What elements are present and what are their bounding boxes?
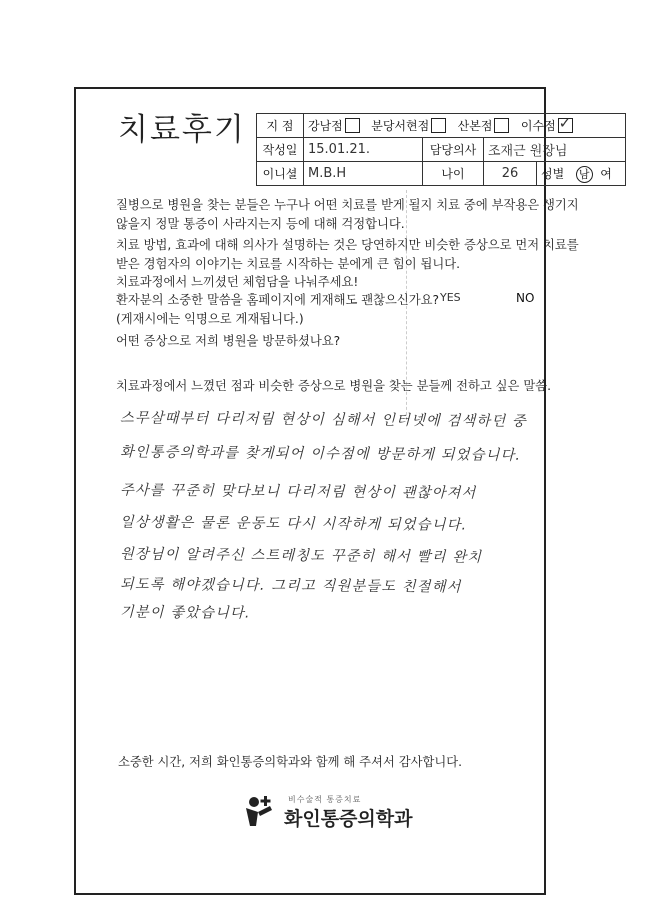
date-value[interactable]: 15.01.21.: [304, 138, 423, 162]
question-symptom: 어떤 증상으로 저희 병원을 방문하셨나요?: [116, 334, 341, 348]
handwritten-line-1: 스무살때부터 다리저림 현상이 심해서 인터넷에 검색하던 중: [119, 410, 527, 430]
clinic-logo-icon: [240, 794, 278, 830]
branch-label-sanbon: 산본점: [457, 119, 493, 133]
intro-line-6: 환자분의 소중한 말씀을 홈페이지에 게재해도 괜찮으신가요?: [116, 293, 440, 307]
handwritten-line-3: 주사를 꾸준히 맞다보니 다리저림 현상이 괜찮아져서: [119, 482, 477, 502]
branch-option-gangnam[interactable]: [308, 119, 360, 133]
handwritten-line-7: 기분이 좋았습니다.: [119, 604, 251, 622]
branch-option-sanbon[interactable]: [458, 119, 510, 133]
branch-label-gangnam: 강남점: [308, 119, 343, 133]
gender-female[interactable]: 여: [600, 166, 612, 181]
checkbox-icon[interactable]: [345, 118, 360, 133]
intro-line-3: 치료 방법, 효과에 대해 의사가 설명하는 것은 당연하지만 비슷한 증상으로 먼저 치료를: [116, 238, 579, 252]
consent-yes[interactable]: YES: [440, 291, 461, 304]
intro-line-7: (게재시에는 익명으로 게재됩니다.): [116, 312, 304, 326]
footer-thanks: 소중한 시간, 저희 화인통증의학과와 함께 해 주셔서 감사합니다.: [118, 755, 463, 769]
doctor-value[interactable]: 조재근 원장님: [484, 138, 626, 162]
intro-line-5: 치료과정에서 느끼셨던 체험담을 나눠주세요!: [116, 275, 359, 289]
initials-label: 이니셜: [257, 162, 304, 186]
page-title: 치료후기: [118, 112, 246, 148]
gender-cell: [537, 162, 626, 186]
handwritten-line-5: 원장님이 알려주신 스트레칭도 꾸준히 해서 빨리 완치: [119, 546, 483, 566]
date-label: 작성일: [257, 138, 304, 162]
branch-label-isu: 이수점: [520, 119, 556, 133]
branch-label: 지 점: [257, 114, 304, 138]
age-label: 나이: [423, 162, 484, 186]
checkbox-icon[interactable]: [431, 118, 446, 133]
branch-label-bundang: 분당서현점: [371, 119, 430, 133]
initials-value[interactable]: M.B.H: [304, 162, 423, 186]
checkbox-icon[interactable]: [494, 118, 509, 133]
doctor-label: 담당의사: [423, 138, 484, 162]
intro-line-4: 받은 경험자의 이야기는 치료를 시작하는 분에게 큰 힘이 됩니다.: [116, 257, 461, 271]
intro-line-2: 않을지 정말 통증이 사라지는지 등에 대해 걱정합니다.: [116, 217, 405, 231]
logo-name: 화인통증의학과: [284, 808, 413, 830]
checked-checkbox-icon[interactable]: [558, 118, 573, 133]
gender-label: 성별: [541, 166, 565, 181]
question-message: 치료과정에서 느꼈던 점과 비슷한 증상으로 병원을 찾는 분들께 전하고 싶은 말씀.: [116, 379, 551, 393]
handwritten-line-6: 되도록 해야겠습니다. 그리고 직원분들도 친절해서: [119, 576, 462, 596]
branch-option-isu[interactable]: [521, 119, 573, 133]
branch-option-bundang[interactable]: [371, 119, 446, 133]
handwritten-line-2: 화인통증의학과를 찾게되어 이수점에 방문하게 되었습니다.: [119, 444, 522, 464]
intro-line-1: 질병으로 병원을 찾는 분들은 누구나 어떤 치료를 받게 될지 치료 중에 부작용은 생기지: [116, 198, 579, 212]
branch-options: [304, 114, 626, 138]
clinic-logo: [240, 792, 412, 831]
logo-tagline: 비수술적 통증치료: [288, 795, 362, 804]
consent-no[interactable]: NO: [516, 291, 535, 305]
handwritten-line-4: 일상생활은 물론 운동도 다시 시작하게 되었습니다.: [119, 514, 468, 534]
info-table: [256, 113, 626, 186]
gender-male-circled[interactable]: 남: [576, 166, 593, 183]
age-value[interactable]: 26: [484, 162, 537, 186]
